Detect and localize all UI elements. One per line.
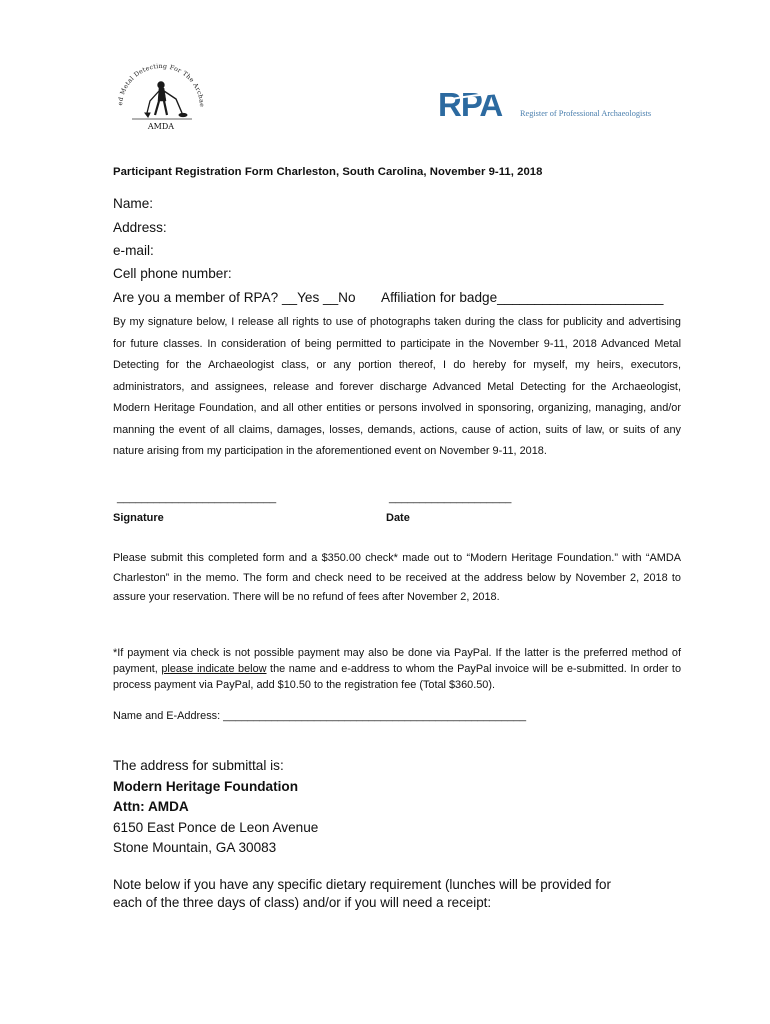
rpa-logo	[438, 86, 652, 123]
address-org: Modern Heritage Foundation	[113, 778, 299, 794]
affiliation-field-label: Affiliation for badge______________________	[381, 290, 664, 305]
paypal-underlined-text: please indicate below	[161, 663, 267, 675]
address-field-label: Address:	[113, 220, 167, 235]
date-line: ____________________	[389, 492, 512, 504]
address-attn: Attn: AMDA	[113, 799, 189, 814]
paypal-text-2: the name and e-address to whom the PayPal invoice will be e-submitted. In order to process payment via PayPal, add $10.50 to the registration fee (Total $360.50).	[113, 663, 681, 691]
email-field-label: e-mail:	[113, 243, 154, 258]
cell-phone-field-label: Cell phone number:	[113, 266, 232, 281]
date-label: Date	[386, 512, 410, 524]
address-street: 6150 East Ponce de Leon Avenue	[113, 819, 319, 835]
release-paragraph: By my signature below, I release all rights to use of photographs taken during the class for publicity and advertising for future classes. In consideration of being permitted to participate in the November 9-11, 2018 Advanced Metal Detecting for the Archaeologist class, or any portion thereof, I do hereby for myself, my heirs, executors, administrators, and assignees, release and forever discharge Advanced Metal Detecting for the Archaeologist, Modern Heritage Foundation, and all other entities or persons involved in sponsoring, organizing, managing, and/or manning the event of all claims, damages, losses, demands, actions, cause of action, suits of law, or suits of any nature arising from my participation in the aforementioned event on November 9-11, 2018.	[113, 316, 681, 457]
rpa-letters: RPA	[438, 86, 503, 123]
amda-logo	[112, 55, 210, 133]
signature-label: Signature	[113, 512, 164, 524]
amda-arc-text: ed Metal Detecting For The Archae	[116, 62, 206, 108]
dietary-note: Note below if you have any specific dietary requirement (lunches will be provided for each of the three days of class) and/or if you will need a receipt:	[113, 877, 611, 910]
amda-abbr-text: AMDA	[147, 122, 175, 131]
address-city: Stone Mountain, GA 30083	[113, 840, 277, 855]
submit-paragraph: Please submit this completed form and a $350.00 check* made out to “Modern Heritage Foundation.” with “AMDA Charleston” in the memo. The form and check need to be received at the address below by November 2, 2018 to assure your reservation. There will be no refund of fees after November 2, 2018.	[113, 552, 681, 604]
paypal-paragraph	[113, 645, 681, 693]
name-email-line: Name and E-Address: __________________________________________________	[113, 710, 527, 722]
signature-line: __________________________	[117, 492, 277, 504]
rpa-member-question: Are you a member of RPA? __Yes __No	[113, 290, 356, 305]
address-block	[113, 756, 318, 859]
address-intro: The address for submittal is:	[113, 758, 284, 773]
paypal-text-1: *If payment via check is not possible payment may also be done via PayPal. If the latter is the preferred method of payment,	[113, 647, 681, 675]
name-field-label: Name:	[113, 196, 154, 211]
form-title: Participant Registration Form Charleston, South Carolina, November 9-11, 2018	[113, 166, 543, 178]
rpa-fullname: Register of Professional Archaeologists	[520, 109, 652, 118]
